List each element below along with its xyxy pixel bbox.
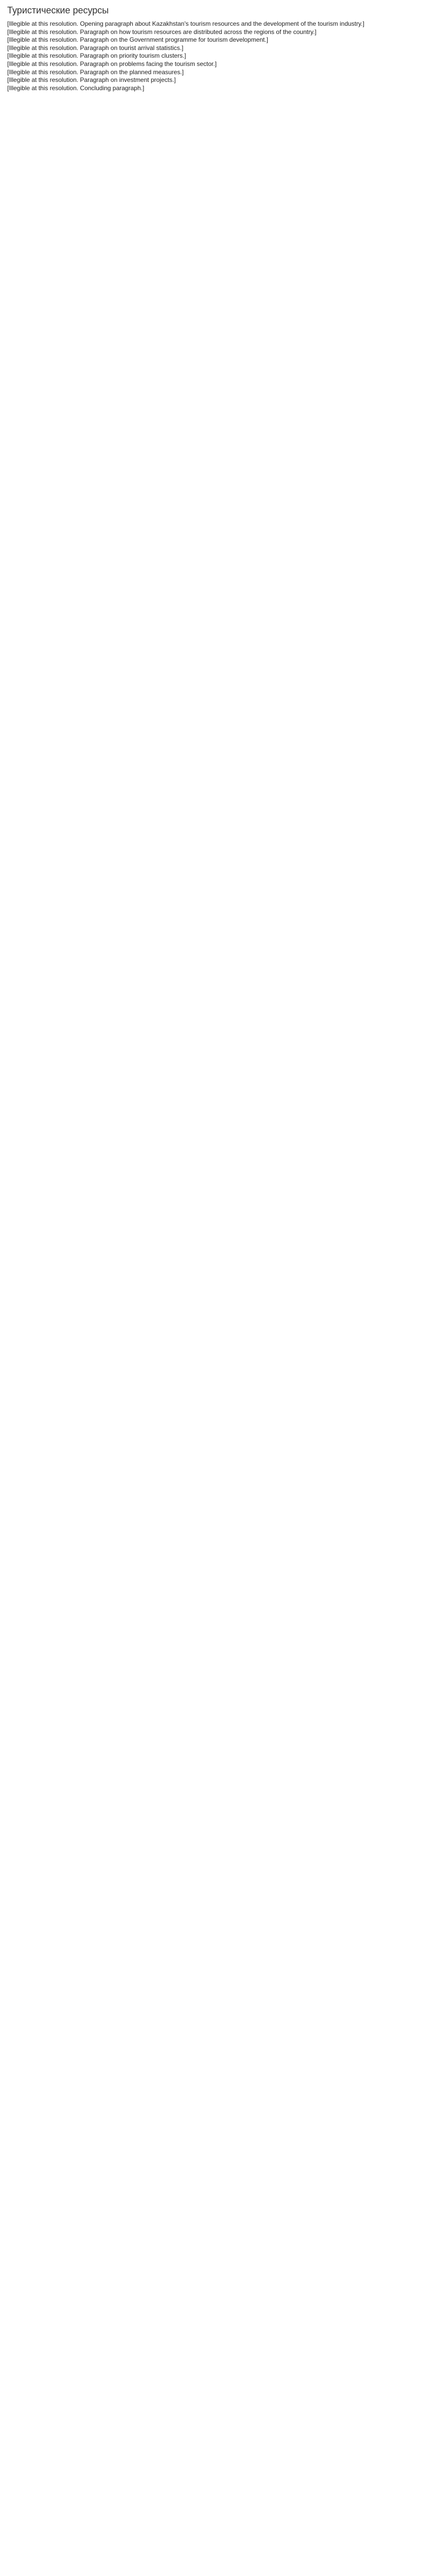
paragraph: [Illegible at this resolution. Paragraph on the planned measures.] [7,68,184,76]
paragraph: [Illegible at this resolution. Paragraph on tourist arrival statistics.] [7,44,184,52]
paragraph: [Illegible at this resolution. Concluding paragraph.] [7,84,145,92]
page-title: Туристические ресурсы [7,5,109,15]
paragraph: [Illegible at this resolution. Paragraph on priority tourism clusters.] [7,52,186,60]
paragraph: [Illegible at this resolution. Paragraph on how tourism resources are distributed across the regions of the country.] [7,28,317,36]
paragraph: [Illegible at this resolution. Paragraph on investment projects.] [7,76,176,84]
paragraph: [Illegible at this resolution. Paragraph on problems facing the tourism sector.] [7,60,217,67]
paragraph: [Illegible at this resolution. Opening paragraph about Kazakhstan's tourism resources and the development of the tourism industry.] [7,20,364,27]
paragraph: [Illegible at this resolution. Paragraph on the Government programme for tourism development.] [7,36,268,44]
article-body [7,20,429,92]
